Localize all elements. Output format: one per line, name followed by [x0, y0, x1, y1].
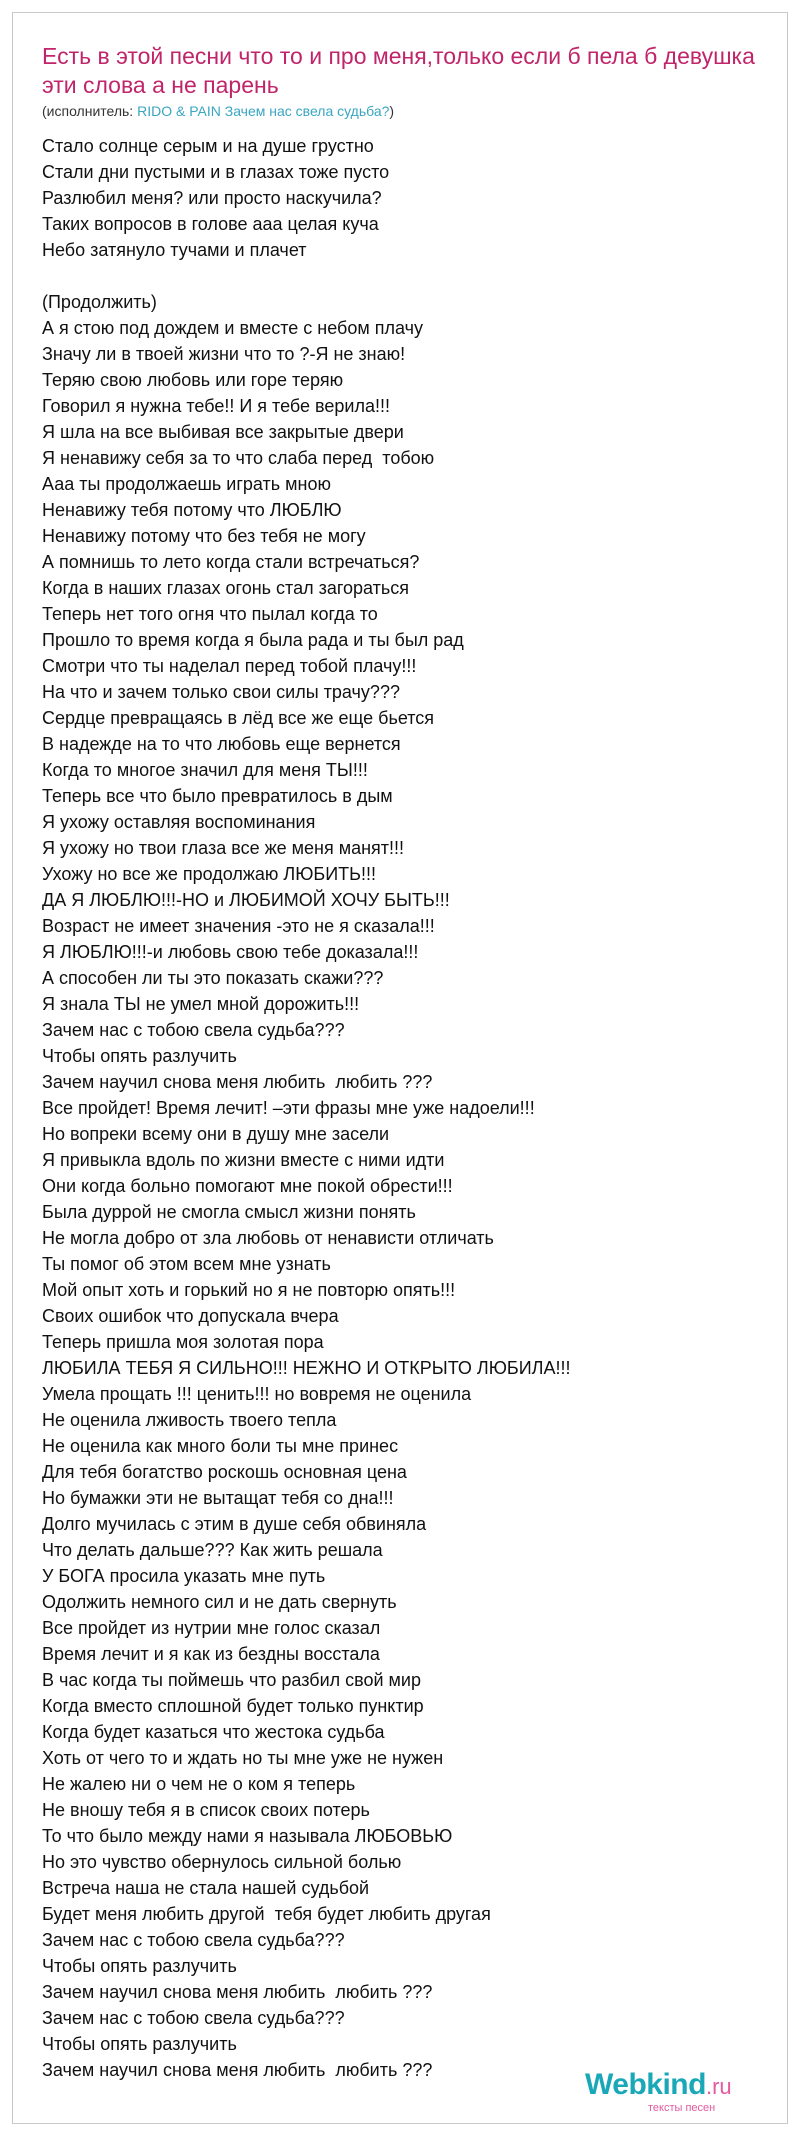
lyric-line: Была дуррой не смогла смысл жизни понять: [42, 1202, 416, 1222]
lyric-line: Долго мучилась с этим в душе себя обвиняла: [42, 1514, 427, 1534]
lyric-line: В час когда ты поймешь что разбил свой мир: [42, 1670, 421, 1690]
lyrics-text: [42, 133, 762, 2083]
lyric-line: А способен ли ты это показать скажи???: [42, 968, 384, 988]
lyric-line: Когда в наших глазах огонь стал загораться: [42, 578, 410, 598]
lyric-line: Возраст не имеет значения -это не я сказала!!!: [42, 916, 435, 936]
lyric-line: Зачем научил снова меня любить любить ???: [42, 2060, 433, 2080]
lyric-line: Не оценила лживость твоего тепла: [42, 1410, 337, 1430]
lyric-line: Для тебя богатство роскошь основная цена: [42, 1462, 407, 1482]
lyric-line: ДА Я ЛЮБЛЮ!!!-НО и ЛЮБИМОЙ ХОЧУ БЫТЬ!!!: [42, 890, 450, 910]
lyric-line: Зачем нас с тобою свела судьба???: [42, 1020, 345, 1040]
lyric-line: Я ухожу но твои глаза все же меня манят!!!: [42, 838, 405, 858]
logo-tld: .ru: [705, 2074, 732, 2099]
logo-subtitle: тексты песен: [648, 2102, 716, 2114]
webkind-logo[interactable]: [585, 2068, 785, 2118]
lyric-line: Но это чувство обернулось сильной болью: [42, 1852, 402, 1872]
lyric-line: Не оценила как много боли ты мне принес: [42, 1436, 399, 1456]
lyric-line: Зачем нас с тобою свела судьба???: [42, 2008, 345, 2028]
lyric-line: Ненавижу потому что без тебя не могу: [42, 526, 366, 546]
lyric-line: Таких вопросов в голове ааа целая куча: [42, 214, 379, 234]
lyric-line: Все пройдет! Время лечит! –эти фразы мне уже надоели!!!: [42, 1098, 535, 1118]
lyric-line: У БОГА просила указать мне путь: [42, 1566, 326, 1586]
lyric-line: Говорил я нужна тебе!! И я тебе верила!!!: [42, 396, 390, 416]
meta-prefix: (исполнитель:: [42, 103, 138, 119]
lyric-line: Не вношу тебя я в список своих потерь: [42, 1800, 370, 1820]
lyric-line: Ухожу но все же продолжаю ЛЮБИТЬ!!!: [42, 864, 376, 884]
lyric-line: Все пройдет из нутрии мне голос сказал: [42, 1618, 381, 1638]
lyric-line: Теперь пришла моя золотая пора: [42, 1332, 324, 1352]
lyric-line: Когда то многое значил для меня ТЫ!!!: [42, 760, 368, 780]
lyric-line: Одолжить немного сил и не дать свернуть: [42, 1592, 397, 1612]
lyric-line: В надежде на то что любовь еще вернется: [42, 734, 401, 754]
lyric-line: Я привыкла вдоль по жизни вместе с ними идти: [42, 1150, 445, 1170]
lyric-line: А помнишь то лето когда стали встречаться?: [42, 552, 420, 572]
lyric-line: Но бумажки эти не вытащат тебя со дна!!!: [42, 1488, 394, 1508]
lyric-line: То что было между нами я называла ЛЮБОВЬЮ: [42, 1826, 453, 1846]
lyric-line: Разлюбил меня? или просто наскучила?: [42, 188, 382, 208]
lyric-line: ЛЮБИЛА ТЕБЯ Я СИЛЬНО!!! НЕЖНО И ОТКРЫТО ЛЮБИЛА!!!: [42, 1358, 571, 1378]
lyric-line: Они когда больно помогают мне покой обрести!!!: [42, 1176, 453, 1196]
lyric-line: Когда будет казаться что жестока судьба: [42, 1722, 385, 1742]
lyric-line: Стало солнце серым и на душе грустно: [42, 136, 374, 156]
lyric-line: Чтобы опять разлучить: [42, 1046, 237, 1066]
lyric-line: Что делать дальше??? Как жить решала: [42, 1540, 383, 1560]
lyric-line: Но вопреки всему они в душу мне засели: [42, 1124, 390, 1144]
lyric-line: Не жалею ни о чем не о ком я теперь: [42, 1774, 356, 1794]
lyric-line: Чтобы опять разлучить: [42, 1956, 237, 1976]
lyric-line: Хоть от чего то и ждать но ты мне уже не нужен: [42, 1748, 444, 1768]
meta-suffix: ): [389, 103, 395, 119]
lyric-line: Ненавижу тебя потому что ЛЮБЛЮ: [42, 500, 342, 520]
lyric-line: (Продолжить): [42, 292, 157, 312]
lyric-line: Время лечит и я как из бездны восстала: [42, 1644, 380, 1664]
lyric-line: Смотри что ты наделал перед тобой плачу!!!: [42, 656, 417, 676]
lyric-line: Зачем научил снова меня любить любить ???: [42, 1072, 433, 1092]
lyric-line: Мой опыт хоть и горький но я не повторю опять!!!: [42, 1280, 456, 1300]
logo-word: Webkind: [585, 2068, 706, 2101]
lyric-line: Умела прощать !!! ценить!!! но вовремя не оценила: [42, 1384, 472, 1404]
lyric-line: Зачем нас с тобою свела судьба???: [42, 1930, 345, 1950]
lyric-line: Я ненавижу себя за то что слаба перед тобою: [42, 448, 435, 468]
lyric-line: Значу ли в твоей жизни что то ?-Я не знаю!: [42, 344, 406, 364]
lyric-line: Теряю свою любовь или горе теряю: [42, 370, 344, 390]
lyric-line: Прошло то время когда я была рада и ты был рад: [42, 630, 464, 650]
lyric-line: На что и зачем только свои силы трачу???: [42, 682, 400, 702]
page-title: Есть в этой песни что то и про меня,только если б пела б девушка эти слова а не парень: [42, 43, 755, 98]
lyric-line: А я стою под дождем и вместе с небом плачу: [42, 318, 423, 338]
lyric-line: Я шла на все выбивая все закрытые двери: [42, 422, 404, 442]
lyric-line: Теперь нет того огня что пылал когда то: [42, 604, 378, 624]
lyric-line: Будет меня любить другой тебя будет любить другая: [42, 1904, 491, 1924]
lyric-line: Когда вместо сплошной будет только пунктир: [42, 1696, 424, 1716]
lyric-line: Ты помог об этом всем мне узнать: [42, 1254, 331, 1274]
lyric-line: Теперь все что было превратилось в дым: [42, 786, 393, 806]
lyric-line: [42, 263, 762, 289]
lyric-line: Я знала ТЫ не умел мной дорожить!!!: [42, 994, 360, 1014]
lyric-line: Стали дни пустыми и в глазах тоже пусто: [42, 162, 390, 182]
lyric-line: Зачем научил снова меня любить любить ???: [42, 1982, 433, 2002]
lyric-line: Я ухожу оставляя воспоминания: [42, 812, 316, 832]
lyric-line: Я ЛЮБЛЮ!!!-и любовь свою тебе доказала!!!: [42, 942, 419, 962]
lyric-line: Сердце превращаясь в лёд все же еще бьется: [42, 708, 435, 728]
lyric-line: Не могла добро от зла любовь от ненависти отличать: [42, 1228, 494, 1248]
lyric-line: Небо затянуло тучами и плачет: [42, 240, 307, 260]
song-link[interactable]: Зачем нас свела судьба?: [224, 103, 390, 119]
lyric-line: Встреча наша не стала нашей судьбой: [42, 1878, 370, 1898]
lyric-line: Своих ошибок что допускала вчера: [42, 1306, 339, 1326]
lyric-line: Ааа ты продолжаешь играть мною: [42, 474, 331, 494]
song-meta: [42, 103, 394, 119]
lyric-line: Чтобы опять разлучить: [42, 2034, 237, 2054]
artist-link[interactable]: RIDO & PAIN: [137, 103, 221, 119]
